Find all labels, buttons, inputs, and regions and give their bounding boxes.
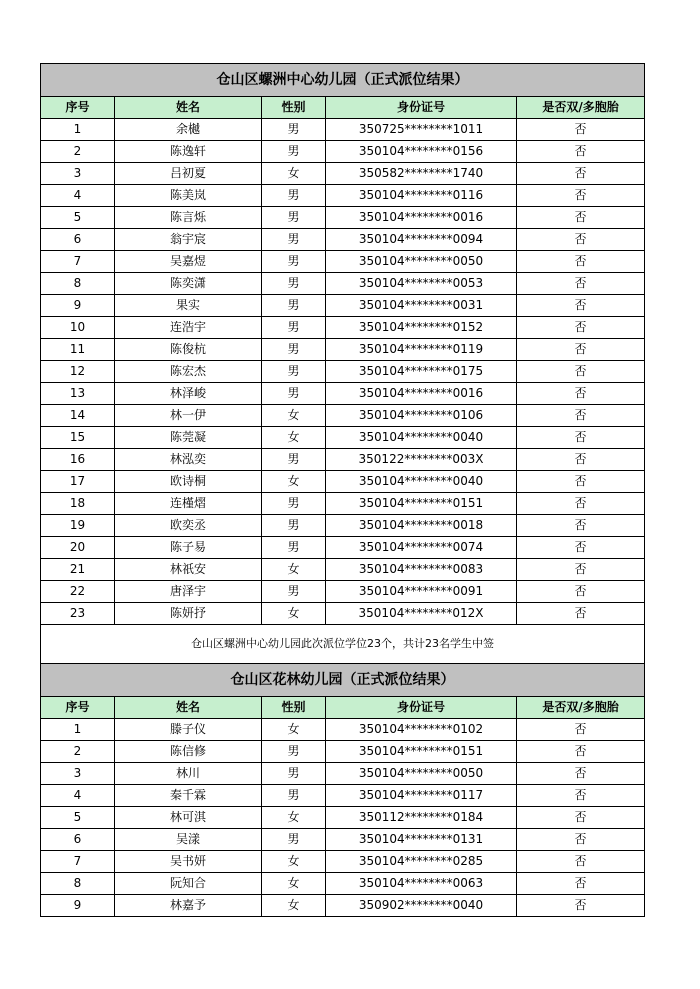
cell-seq: 5 <box>41 807 115 829</box>
cell-twins: 否 <box>517 741 645 763</box>
cell-name: 陈宏杰 <box>115 361 262 383</box>
section2-header-row <box>41 697 645 719</box>
cell-id: 350104********0053 <box>326 273 517 295</box>
header-twins: 是否双/多胞胎 <box>517 97 645 119</box>
table-row <box>41 295 645 317</box>
cell-id: 350902********0040 <box>326 895 517 917</box>
section1-summary-row <box>41 625 645 664</box>
cell-seq: 17 <box>41 471 115 493</box>
cell-name: 唐泽宇 <box>115 581 262 603</box>
cell-name: 陈逸轩 <box>115 141 262 163</box>
cell-name: 阮知合 <box>115 873 262 895</box>
cell-id: 350104********0074 <box>326 537 517 559</box>
cell-id: 350104********0083 <box>326 559 517 581</box>
cell-twins: 否 <box>517 829 645 851</box>
cell-name: 果实 <box>115 295 262 317</box>
cell-id: 350104********0151 <box>326 741 517 763</box>
cell-twins: 否 <box>517 763 645 785</box>
cell-name: 滕子仪 <box>115 719 262 741</box>
table-row <box>41 273 645 295</box>
cell-id: 350582********1740 <box>326 163 517 185</box>
cell-gender: 女 <box>262 603 326 625</box>
cell-twins: 否 <box>517 141 645 163</box>
cell-id: 350112********0184 <box>326 807 517 829</box>
cell-name: 吴书妍 <box>115 851 262 873</box>
cell-seq: 13 <box>41 383 115 405</box>
cell-id: 350104********0285 <box>326 851 517 873</box>
header-gender: 性别 <box>262 697 326 719</box>
cell-gender: 男 <box>262 515 326 537</box>
results-document <box>40 63 644 917</box>
cell-name: 陈莞凝 <box>115 427 262 449</box>
cell-id: 350104********0016 <box>326 383 517 405</box>
table-row <box>41 581 645 603</box>
cell-id: 350104********0106 <box>326 405 517 427</box>
cell-twins: 否 <box>517 471 645 493</box>
table-row <box>41 537 645 559</box>
cell-name: 林川 <box>115 763 262 785</box>
cell-seq: 1 <box>41 719 115 741</box>
cell-seq: 18 <box>41 493 115 515</box>
table-row <box>41 603 645 625</box>
header-id: 身份证号 <box>326 97 517 119</box>
cell-twins: 否 <box>517 273 645 295</box>
cell-twins: 否 <box>517 163 645 185</box>
cell-name: 吴嘉煜 <box>115 251 262 273</box>
cell-gender: 女 <box>262 895 326 917</box>
table-row <box>41 449 645 471</box>
cell-gender: 男 <box>262 763 326 785</box>
cell-gender: 女 <box>262 559 326 581</box>
table-row <box>41 405 645 427</box>
cell-gender: 男 <box>262 317 326 339</box>
table-row <box>41 559 645 581</box>
table-row <box>41 361 645 383</box>
cell-twins: 否 <box>517 493 645 515</box>
cell-gender: 男 <box>262 581 326 603</box>
results-table-body <box>41 64 645 917</box>
cell-twins: 否 <box>517 119 645 141</box>
cell-id: 350104********0091 <box>326 581 517 603</box>
table-row <box>41 873 645 895</box>
cell-gender: 男 <box>262 785 326 807</box>
cell-seq: 20 <box>41 537 115 559</box>
cell-gender: 男 <box>262 141 326 163</box>
cell-name: 林嘉予 <box>115 895 262 917</box>
cell-id: 350104********0175 <box>326 361 517 383</box>
section1-header-row <box>41 97 645 119</box>
table-row <box>41 427 645 449</box>
cell-seq: 23 <box>41 603 115 625</box>
cell-id: 350104********0117 <box>326 785 517 807</box>
cell-id: 350104********0131 <box>326 829 517 851</box>
cell-seq: 21 <box>41 559 115 581</box>
cell-id: 350104********0016 <box>326 207 517 229</box>
cell-id: 350104********0119 <box>326 339 517 361</box>
table-row <box>41 383 645 405</box>
cell-id: 350104********012X <box>326 603 517 625</box>
cell-name: 陈奕潇 <box>115 273 262 295</box>
cell-name: 陈子易 <box>115 537 262 559</box>
cell-id: 350725********1011 <box>326 119 517 141</box>
cell-id: 350104********0151 <box>326 493 517 515</box>
section1-title-row <box>41 64 645 97</box>
cell-seq: 12 <box>41 361 115 383</box>
header-gender: 性别 <box>262 97 326 119</box>
cell-name: 陈俊杭 <box>115 339 262 361</box>
table-row <box>41 163 645 185</box>
cell-id: 350104********0018 <box>326 515 517 537</box>
table-row <box>41 339 645 361</box>
cell-id: 350104********0152 <box>326 317 517 339</box>
cell-seq: 6 <box>41 229 115 251</box>
cell-seq: 7 <box>41 851 115 873</box>
cell-name: 欧奕丞 <box>115 515 262 537</box>
cell-name: 陈言烁 <box>115 207 262 229</box>
cell-id: 350104********0156 <box>326 141 517 163</box>
header-name: 姓名 <box>115 97 262 119</box>
cell-twins: 否 <box>517 295 645 317</box>
cell-seq: 3 <box>41 763 115 785</box>
cell-gender: 男 <box>262 229 326 251</box>
cell-name: 余樾 <box>115 119 262 141</box>
cell-gender: 男 <box>262 273 326 295</box>
cell-seq: 4 <box>41 785 115 807</box>
cell-twins: 否 <box>517 873 645 895</box>
section2-title-row <box>41 664 645 697</box>
table-row <box>41 185 645 207</box>
cell-gender: 男 <box>262 829 326 851</box>
cell-seq: 16 <box>41 449 115 471</box>
cell-id: 350104********0040 <box>326 471 517 493</box>
cell-id: 350104********0063 <box>326 873 517 895</box>
cell-twins: 否 <box>517 361 645 383</box>
table-row <box>41 763 645 785</box>
cell-name: 翁宇宸 <box>115 229 262 251</box>
header-name: 姓名 <box>115 697 262 719</box>
table-row <box>41 141 645 163</box>
cell-name: 连浩宇 <box>115 317 262 339</box>
cell-seq: 5 <box>41 207 115 229</box>
cell-gender: 女 <box>262 405 326 427</box>
cell-gender: 男 <box>262 207 326 229</box>
cell-gender: 男 <box>262 493 326 515</box>
cell-name: 陈信修 <box>115 741 262 763</box>
table-row <box>41 807 645 829</box>
cell-seq: 2 <box>41 141 115 163</box>
header-seq: 序号 <box>41 697 115 719</box>
cell-name: 陈美岚 <box>115 185 262 207</box>
cell-seq: 2 <box>41 741 115 763</box>
cell-name: 林泓奕 <box>115 449 262 471</box>
cell-name: 欧诗桐 <box>115 471 262 493</box>
cell-twins: 否 <box>517 895 645 917</box>
cell-twins: 否 <box>517 339 645 361</box>
cell-gender: 男 <box>262 339 326 361</box>
cell-twins: 否 <box>517 207 645 229</box>
cell-seq: 19 <box>41 515 115 537</box>
section1-title: 仓山区螺洲中心幼儿园（正式派位结果） <box>41 64 645 97</box>
cell-seq: 10 <box>41 317 115 339</box>
cell-twins: 否 <box>517 185 645 207</box>
cell-seq: 3 <box>41 163 115 185</box>
cell-seq: 7 <box>41 251 115 273</box>
cell-id: 350104********0050 <box>326 251 517 273</box>
cell-twins: 否 <box>517 449 645 471</box>
section1-summary: 仓山区螺洲中心幼儿园此次派位学位23个，共计23名学生中签 <box>41 625 645 664</box>
table-row <box>41 895 645 917</box>
cell-gender: 女 <box>262 873 326 895</box>
cell-id: 350104********0094 <box>326 229 517 251</box>
cell-name: 秦千霖 <box>115 785 262 807</box>
cell-name: 连槿熠 <box>115 493 262 515</box>
cell-gender: 男 <box>262 361 326 383</box>
cell-seq: 1 <box>41 119 115 141</box>
cell-gender: 女 <box>262 471 326 493</box>
table-row <box>41 317 645 339</box>
cell-name: 吴漾 <box>115 829 262 851</box>
cell-twins: 否 <box>517 719 645 741</box>
cell-seq: 22 <box>41 581 115 603</box>
cell-name: 林一伊 <box>115 405 262 427</box>
cell-twins: 否 <box>517 427 645 449</box>
cell-gender: 男 <box>262 449 326 471</box>
cell-twins: 否 <box>517 317 645 339</box>
cell-twins: 否 <box>517 581 645 603</box>
cell-gender: 男 <box>262 295 326 317</box>
cell-id: 350104********0050 <box>326 763 517 785</box>
table-row <box>41 229 645 251</box>
cell-twins: 否 <box>517 807 645 829</box>
cell-twins: 否 <box>517 537 645 559</box>
cell-seq: 8 <box>41 273 115 295</box>
cell-seq: 8 <box>41 873 115 895</box>
cell-name: 陈妍抒 <box>115 603 262 625</box>
table-row <box>41 251 645 273</box>
table-row <box>41 207 645 229</box>
cell-gender: 男 <box>262 119 326 141</box>
table-row <box>41 515 645 537</box>
cell-twins: 否 <box>517 785 645 807</box>
cell-gender: 男 <box>262 383 326 405</box>
table-row <box>41 851 645 873</box>
cell-seq: 4 <box>41 185 115 207</box>
section2-title: 仓山区花林幼儿园（正式派位结果） <box>41 664 645 697</box>
cell-seq: 15 <box>41 427 115 449</box>
cell-gender: 男 <box>262 537 326 559</box>
cell-gender: 男 <box>262 741 326 763</box>
table-row <box>41 829 645 851</box>
header-id: 身份证号 <box>326 697 517 719</box>
cell-seq: 14 <box>41 405 115 427</box>
cell-twins: 否 <box>517 515 645 537</box>
cell-id: 350104********0040 <box>326 427 517 449</box>
cell-seq: 9 <box>41 295 115 317</box>
cell-gender: 男 <box>262 251 326 273</box>
header-seq: 序号 <box>41 97 115 119</box>
table-row <box>41 785 645 807</box>
cell-seq: 6 <box>41 829 115 851</box>
cell-twins: 否 <box>517 405 645 427</box>
cell-gender: 女 <box>262 851 326 873</box>
cell-gender: 男 <box>262 185 326 207</box>
cell-twins: 否 <box>517 851 645 873</box>
cell-name: 林祇安 <box>115 559 262 581</box>
table-row <box>41 741 645 763</box>
cell-id: 350122********003X <box>326 449 517 471</box>
cell-name: 林可淇 <box>115 807 262 829</box>
cell-seq: 11 <box>41 339 115 361</box>
cell-gender: 女 <box>262 163 326 185</box>
cell-twins: 否 <box>517 383 645 405</box>
header-twins: 是否双/多胞胎 <box>517 697 645 719</box>
cell-twins: 否 <box>517 229 645 251</box>
cell-gender: 女 <box>262 427 326 449</box>
cell-gender: 女 <box>262 807 326 829</box>
cell-twins: 否 <box>517 251 645 273</box>
cell-twins: 否 <box>517 559 645 581</box>
results-table <box>40 63 645 917</box>
table-row <box>41 493 645 515</box>
cell-seq: 9 <box>41 895 115 917</box>
cell-id: 350104********0031 <box>326 295 517 317</box>
cell-id: 350104********0102 <box>326 719 517 741</box>
table-row <box>41 719 645 741</box>
cell-gender: 女 <box>262 719 326 741</box>
cell-id: 350104********0116 <box>326 185 517 207</box>
cell-twins: 否 <box>517 603 645 625</box>
table-row <box>41 119 645 141</box>
table-row <box>41 471 645 493</box>
cell-name: 林泽峻 <box>115 383 262 405</box>
cell-name: 吕初夏 <box>115 163 262 185</box>
